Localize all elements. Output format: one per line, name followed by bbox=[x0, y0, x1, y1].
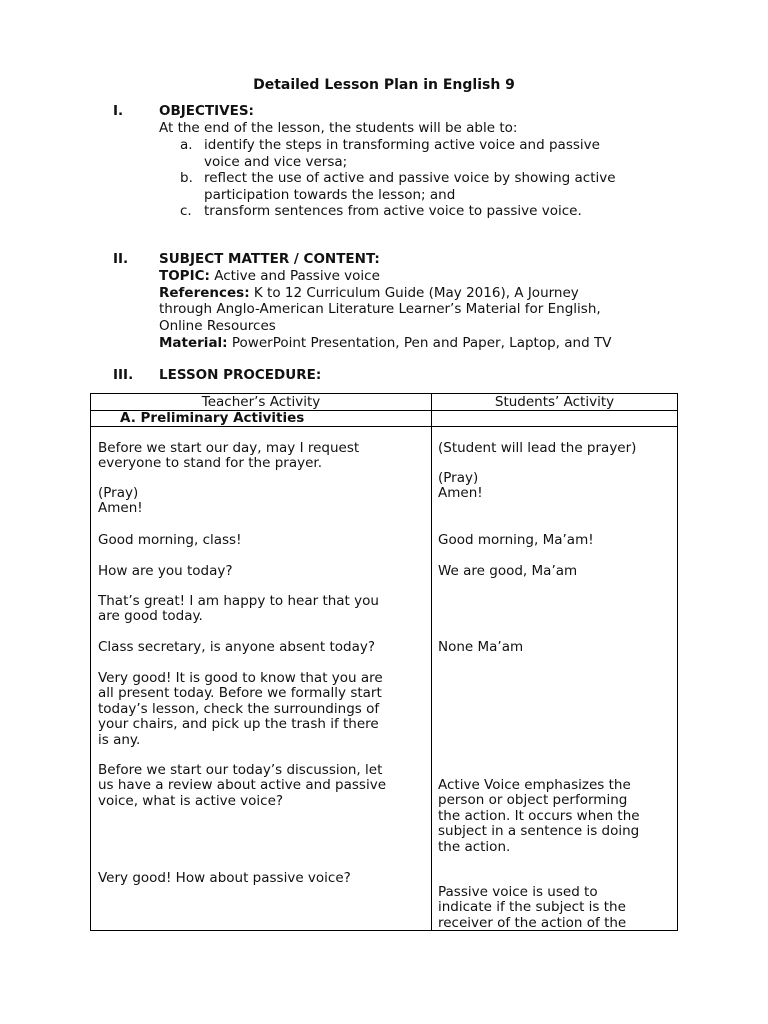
cell-line: (Pray) bbox=[98, 485, 139, 501]
student-cell bbox=[438, 778, 670, 855]
cell-line: Before we start our today’s discussion, let bbox=[98, 762, 383, 778]
cell-line: (Student will lead the prayer) bbox=[438, 440, 637, 456]
cell-line: today’s lesson, check the surroundings of bbox=[98, 700, 380, 717]
cell-line: Very good! It is good to know that you are bbox=[98, 670, 383, 686]
cell-line: Passive voice is used to bbox=[438, 884, 598, 900]
subject-number: II. bbox=[113, 251, 129, 267]
cell-line: us have a review about active and passive bbox=[98, 777, 387, 794]
cell-line: Very good! How about passive voice? bbox=[98, 870, 351, 886]
objectives-intro: At the end of the lesson, the students will be able to: bbox=[159, 120, 518, 136]
topic-label: TOPIC: bbox=[159, 268, 210, 284]
teacher-cell bbox=[98, 486, 424, 517]
teacher-cell bbox=[98, 564, 424, 579]
objectives-heading: OBJECTIVES: bbox=[159, 103, 254, 119]
objective-item-b bbox=[180, 170, 670, 203]
cell-line: all present today. Before we formally start bbox=[98, 685, 382, 702]
cell-line: indicate if the subject is the bbox=[438, 899, 626, 916]
cell-line: We are good, Ma’am bbox=[438, 563, 578, 579]
cell-line: Amen! bbox=[438, 485, 483, 502]
topic-value: Active and Passive voice bbox=[214, 268, 380, 284]
cell-line: are good today. bbox=[98, 608, 203, 625]
objective-item-a bbox=[180, 137, 670, 170]
material-label: Material: bbox=[159, 335, 228, 351]
cell-line: Good morning, Ma’am! bbox=[438, 532, 594, 548]
cell-line: voice, what is active voice? bbox=[98, 792, 284, 809]
document-title: Detailed Lesson Plan in English 9 bbox=[253, 77, 515, 93]
objective-item-c bbox=[180, 203, 670, 220]
cell-line: person or object performing bbox=[438, 792, 628, 809]
section-row-preliminary bbox=[91, 410, 677, 427]
objective-letter: c. bbox=[180, 203, 192, 219]
objective-line: reflect the use of active and passive voice by showing active bbox=[204, 170, 616, 186]
cell-line: That’s great! I am happy to hear that you bbox=[98, 593, 379, 609]
lesson-procedure-table bbox=[90, 393, 678, 931]
teacher-cell bbox=[98, 871, 424, 886]
student-cell bbox=[438, 564, 670, 579]
cell-line: Before we start our day, may I request bbox=[98, 440, 360, 456]
cell-line: Good morning, class! bbox=[98, 532, 242, 548]
student-cell bbox=[438, 640, 670, 655]
teacher-cell bbox=[98, 594, 424, 625]
student-cell bbox=[438, 533, 670, 548]
objective-line: transform sentences from active voice to passive voice. bbox=[204, 203, 582, 219]
cell-line: Amen! bbox=[98, 500, 143, 517]
header-teacher-activity: Teacher’s Activity bbox=[201, 394, 321, 410]
cell-line: receiver of the action of the bbox=[438, 914, 627, 931]
cell-line: is any. bbox=[98, 731, 141, 748]
cell-line: the action. bbox=[438, 838, 511, 855]
teacher-cell bbox=[98, 640, 424, 655]
teacher-cell bbox=[98, 671, 424, 748]
student-cell bbox=[438, 471, 670, 502]
objective-line: identify the steps in transforming active voice and passive bbox=[204, 137, 600, 153]
cell-line: None Ma’am bbox=[438, 639, 524, 655]
references-line-1 bbox=[159, 285, 579, 302]
procedure-number: III. bbox=[113, 367, 134, 383]
material-value: PowerPoint Presentation, Pen and Paper, Laptop, and TV bbox=[231, 335, 612, 351]
objective-letter: b. bbox=[180, 170, 193, 186]
section-title: A. Preliminary Activities bbox=[120, 410, 305, 426]
objective-letter: a. bbox=[180, 137, 193, 153]
student-cell bbox=[438, 885, 670, 931]
cell-line: your chairs, and pick up the trash if there bbox=[98, 716, 379, 733]
table-header-row bbox=[91, 394, 677, 411]
objective-line: participation towards the lesson; and bbox=[204, 186, 456, 203]
subject-heading: SUBJECT MATTER / CONTENT: bbox=[159, 251, 380, 267]
column-divider bbox=[431, 394, 432, 930]
procedure-heading: LESSON PROCEDURE: bbox=[159, 367, 322, 383]
references-value-3: Online Resources bbox=[159, 318, 276, 334]
teacher-cell bbox=[98, 533, 424, 548]
cell-line: Class secretary, is anyone absent today? bbox=[98, 639, 375, 655]
cell-line: everyone to stand for the prayer. bbox=[98, 455, 323, 472]
cell-line: (Pray) bbox=[438, 470, 479, 486]
objectives-number: I. bbox=[113, 103, 124, 119]
objective-line: voice and vice versa; bbox=[204, 153, 348, 170]
teacher-cell bbox=[98, 763, 424, 809]
cell-line: the action. It occurs when the bbox=[438, 807, 640, 824]
topic-line bbox=[159, 268, 380, 285]
cell-line: subject in a sentence is doing bbox=[438, 823, 640, 840]
teacher-cell bbox=[98, 441, 424, 472]
references-value-2: through Anglo-American Literature Learner’s Material for English, bbox=[159, 301, 601, 317]
references-label: References: bbox=[159, 285, 250, 301]
student-cell bbox=[438, 441, 670, 456]
material-line bbox=[159, 335, 611, 352]
cell-line: Active Voice emphasizes the bbox=[438, 777, 631, 793]
header-students-activity: Students’ Activity bbox=[494, 394, 615, 410]
references-value-1: K to 12 Curriculum Guide (May 2016), A Journey bbox=[253, 285, 579, 301]
cell-line: How are you today? bbox=[98, 563, 233, 579]
